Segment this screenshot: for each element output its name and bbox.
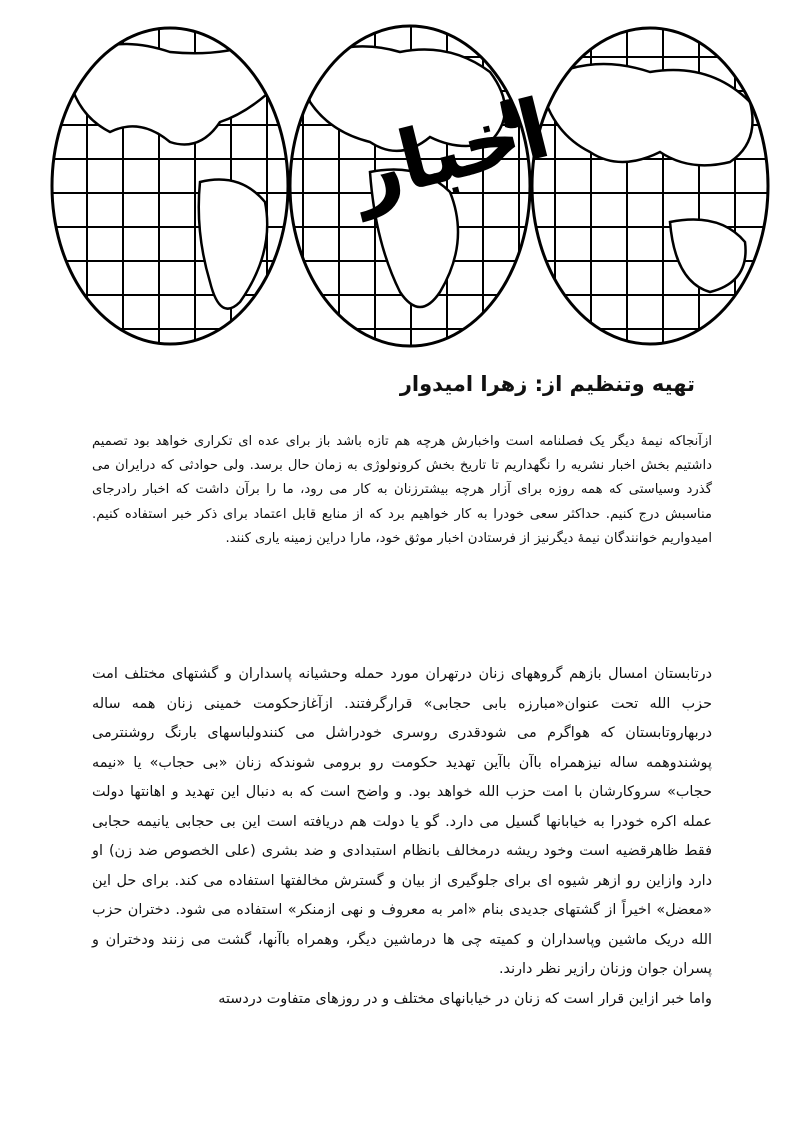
map-lobe-east	[530, 22, 770, 350]
article-paragraph-1: درتابستان امسال بازهم گروههای زنان درتهران مورد حمله وحشیانه پاسداران و گشتهای مختلف امت حزب الله تحت عنوان«مبارزه بابی حجابی» قرارگرفتند. ازآغازحکومت خمینی زنان همه ساله دربهاروتابستان که هواگرم می شودقدری روسری خودراشل می کنندولباسهای بارنگ روشنترمی پوشندوهمه ساله نیزهمراه باآن باآین تهدید حکومت رو برومی شوندکه زنان «بی حجاب» یا «نیمه حجاب» سروکارشان با امت حزب الله خواهد بود. و واضح است که به دنبال این تهدید و اهانتها دولت عمله اکره خودرا به خیابانها گسیل می دارد. گو یا دولت هم دریافته است این بی حجابی یانیمه حجابی فقط ظاهرقضیه است وخود ریشه درمخالف بانظام استبدادی و ضد بشری (علی الخصوص ضد زن) او دارد وازاین رو ازهر شیوه ای برای جلوگیری از بیان و گسترش مخالفتها استفاده می کند. برای حل این «معضل» اخیراً از گشتهای جدیدی بنام «امر به معروف و نهی ازمنکر» استفاده می شود. دختران حزب الله دریک ماشین وپاسداران و کمیته چی ها درماشین دیگر، وهمراه باآنها، گشت می زنند ودختران و پسران جوان وزنان رازیر نظر دارند.	[92, 666, 712, 977]
intro-paragraph: ازآنجاکه نیمهٔ دیگر یک فصلنامه است واخبارش هرچه هم تازه باشد باز برای عده ای تکراری خواهد بود تصمیم داشتیم بخش اخبار نشریه را نگهداریم تا تاریخ بخش کرونولوژی به زمان حال برسد. ولی حوادثی که درایران می گذرد وسیاستی که همه روزه برای آزار هرچه بیشترزنان به کار می رود، ما را برآن داشت که اخبار رادرجای مناسبش درج کنیم. حداکثر سعی خودرا به کار خواهیم برد که از منابع قابل اعتماد برای ذکر خبر استفاده کنیم. امیدواریم خوانندگان نیمهٔ دیگرنیز از فرستادن اخبار موثق خود، مارا دراین زمینه یاری کنند.	[92, 434, 712, 546]
map-lobe-west	[50, 22, 290, 350]
article-body	[92, 660, 712, 1014]
masthead-title: اخبار	[342, 81, 559, 222]
byline: تهیه وتنظیم از: زهرا امیدوار	[399, 372, 695, 396]
article-paragraph-2: واما خبر ازاین قرار است که زنان در خیابانهای مختلف و در روزهای متفاوت دردسته	[218, 990, 712, 1007]
